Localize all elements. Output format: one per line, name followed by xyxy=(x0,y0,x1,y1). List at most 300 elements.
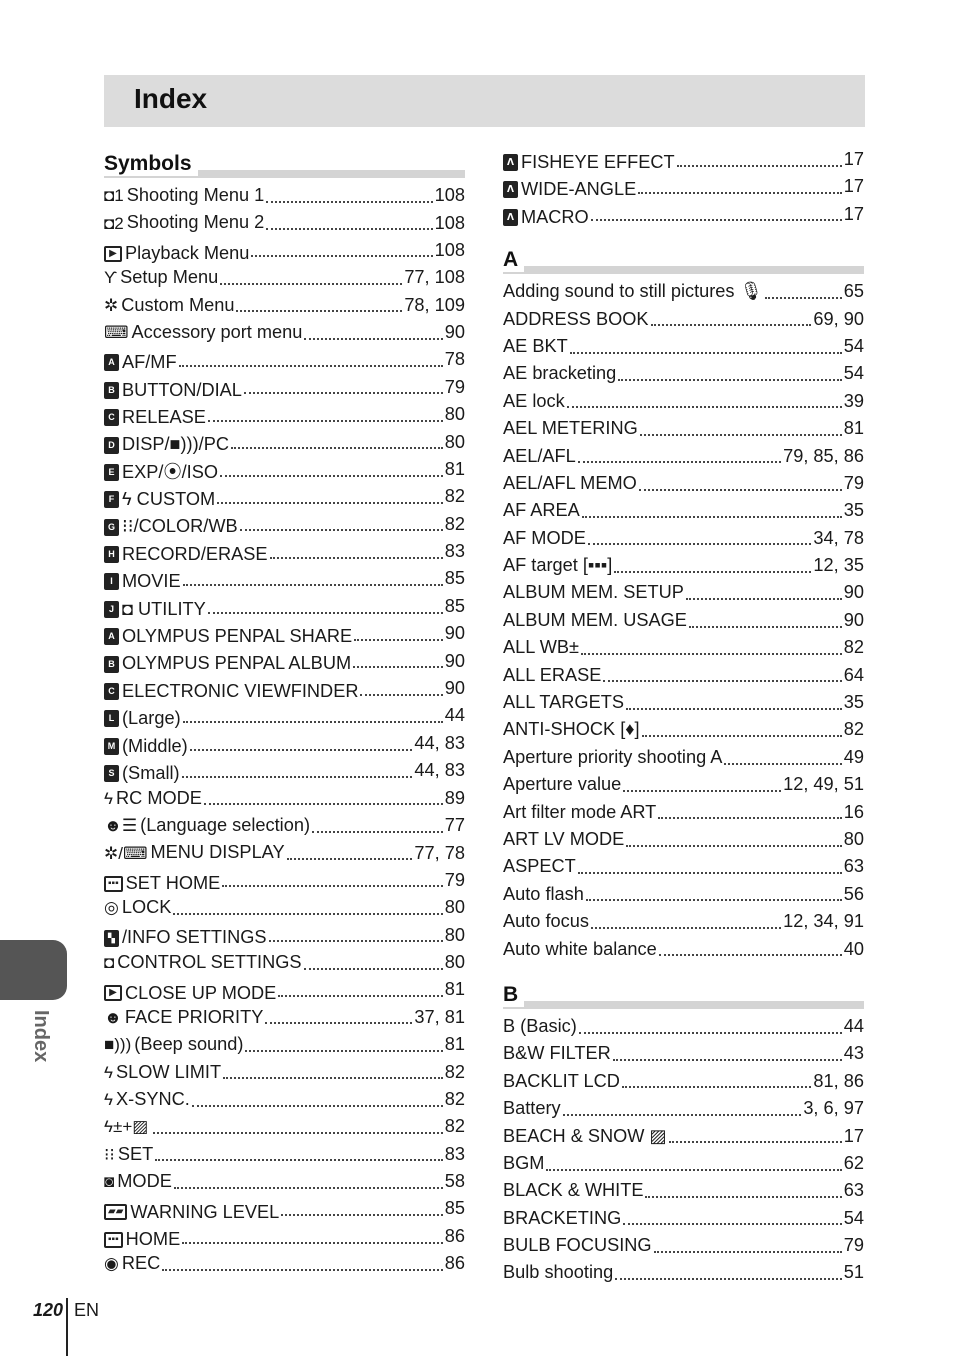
index-entry-page: 44, 83 xyxy=(414,732,465,753)
index-entry-term xyxy=(104,949,302,976)
index-entry-page: 86 xyxy=(444,1253,465,1274)
custom-gear-icon: ✲ xyxy=(104,295,119,315)
art-filter-icon: ᐱ xyxy=(503,154,518,171)
index-entry-term xyxy=(104,894,171,921)
index-entry-label: B (Basic) xyxy=(503,1015,577,1036)
index-entry-term xyxy=(104,1004,263,1031)
index-entry-term xyxy=(104,785,202,812)
dot-leader xyxy=(244,392,443,394)
index-entry xyxy=(104,1141,465,1168)
index-entry-label: Battery xyxy=(503,1098,561,1119)
index-entry-label: BRACKETING xyxy=(503,1207,622,1228)
index-entry-label: ANTI-SHOCK [♦] xyxy=(503,719,640,740)
index-entry-term xyxy=(503,936,657,963)
index-entry-page: 12, 49, 51 xyxy=(783,774,864,795)
dot-leader xyxy=(162,1269,443,1271)
dot-leader xyxy=(654,1251,842,1253)
index-entry-page: 90 xyxy=(444,650,465,671)
index-entry-page: 85 xyxy=(444,1198,465,1219)
index-entry-page: 79, 85, 86 xyxy=(783,445,864,466)
wrench-icon: ϒ xyxy=(104,268,118,288)
index-entry-label: AEL/AFL MEMO xyxy=(503,472,637,493)
dot-leader xyxy=(626,708,842,710)
index-entry xyxy=(104,264,465,291)
flash-comp-icon: ϟ±+▨ xyxy=(104,1117,149,1137)
index-entry-term xyxy=(104,1199,279,1226)
index-entry xyxy=(104,511,465,538)
index-entry xyxy=(503,552,864,579)
index-entry-label: MOVIE xyxy=(122,571,181,592)
index-entry-label: WIDE-ANGLE xyxy=(521,179,637,200)
index-entry-page: 80 xyxy=(444,404,465,425)
dot-leader xyxy=(591,927,781,929)
home-bracket-icon: ▪▪▪ xyxy=(104,876,123,892)
dot-leader xyxy=(567,406,842,408)
dot-leader xyxy=(640,434,842,436)
index-entry-label: Aperture priority shooting A xyxy=(503,746,723,767)
index-entry-label: ALL TARGETS xyxy=(503,692,624,713)
index-entry-page: 83 xyxy=(444,1143,465,1164)
index-entry xyxy=(503,689,864,716)
index-entry-label: MODE xyxy=(117,1171,172,1192)
dot-leader xyxy=(354,639,443,641)
dot-leader xyxy=(312,831,443,833)
index-entry-page: 77 xyxy=(444,815,465,836)
index-entry-term xyxy=(104,812,310,839)
index-entry-page: 82 xyxy=(843,719,864,740)
index-entry-page: 77, 108 xyxy=(404,267,465,288)
index-entry-term xyxy=(503,826,624,853)
index-entry xyxy=(503,716,864,743)
accessory-c-icon: C xyxy=(104,683,119,700)
index-entry-page: 82 xyxy=(444,1061,465,1082)
index-entry xyxy=(104,456,465,483)
quality-icon: ⁝⁝ xyxy=(104,1144,115,1164)
index-entry-label: REC xyxy=(121,1253,161,1274)
section-title: Symbols xyxy=(104,152,198,176)
index-entry-page: 16 xyxy=(843,801,864,822)
index-entry-page: 81 xyxy=(444,979,465,1000)
index-entry xyxy=(104,1031,465,1058)
index-entry-page: 40 xyxy=(843,938,864,959)
index-entry-term xyxy=(104,596,206,623)
index-entry-term xyxy=(104,513,238,540)
index-entry-page: 17 xyxy=(843,1125,864,1146)
footer-divider xyxy=(66,1298,68,1356)
index-entry-term xyxy=(503,771,621,798)
index-entry xyxy=(104,949,465,976)
index-entry-page: 80 xyxy=(444,431,465,452)
index-entry xyxy=(104,785,465,812)
dot-leader xyxy=(179,365,443,367)
index-entry-term xyxy=(503,497,580,524)
index-entry-label: MACRO xyxy=(521,206,589,227)
index-entry xyxy=(503,470,864,497)
dot-leader xyxy=(266,228,432,230)
dot-leader xyxy=(182,1242,443,1244)
index-entry-term xyxy=(104,1059,221,1086)
index-entry-label: BACKLIT LCD xyxy=(503,1070,620,1091)
playback-icon: ▶ xyxy=(104,985,122,1001)
battery-icon: ▰▰ xyxy=(104,1204,127,1220)
dot-leader xyxy=(173,913,442,915)
index-entry-label: ALL ERASE xyxy=(503,664,602,685)
index-entry-page: 17 xyxy=(843,176,864,197)
index-entry xyxy=(104,292,465,319)
index-entry xyxy=(503,881,864,908)
index-entry-page: 85 xyxy=(444,595,465,616)
index-entry xyxy=(503,146,864,173)
index-entry-page: 81 xyxy=(444,1034,465,1055)
index-entry-page: 64 xyxy=(843,664,864,685)
index-entry-page: 81, 86 xyxy=(813,1070,864,1091)
index-entry-page: 54 xyxy=(843,1207,864,1228)
index-entry-term xyxy=(503,853,576,880)
index-entry-page: 82 xyxy=(444,513,465,534)
dot-leader xyxy=(192,1105,443,1107)
custom-g-icon: G xyxy=(104,519,119,536)
index-entry-label: HOME xyxy=(125,1229,181,1250)
index-entry-page: 17 xyxy=(843,149,864,169)
dot-leader xyxy=(245,1050,442,1052)
index-entry-page: 77, 78 xyxy=(414,842,465,863)
dot-leader xyxy=(353,666,443,668)
index-entry-page: 69, 90 xyxy=(813,308,864,329)
index-entry xyxy=(503,388,864,415)
index-entry-label: ALBUM MEM. USAGE xyxy=(503,609,687,630)
dot-leader xyxy=(251,255,432,257)
index-entry-label: Shooting Menu 1 xyxy=(126,185,265,205)
index-entry-label: ALBUM MEM. SETUP xyxy=(503,582,684,603)
index-entry-term xyxy=(503,744,722,771)
index-entry-term xyxy=(503,470,637,497)
index-entry-term xyxy=(503,415,638,442)
accessory-a-icon: A xyxy=(104,628,119,645)
index-entry xyxy=(503,1259,864,1286)
index-entry-label: CLOSE UP MODE xyxy=(125,982,277,1003)
index-entry-term xyxy=(104,705,181,732)
index-entry-term xyxy=(104,182,264,209)
index-entry xyxy=(104,1059,465,1086)
index-entry-term xyxy=(503,881,584,908)
dot-leader xyxy=(183,721,443,723)
index-entry-page: 79 xyxy=(843,1235,864,1256)
dot-leader xyxy=(190,749,413,751)
index-entry-term xyxy=(104,349,177,376)
index-entry xyxy=(503,1123,864,1150)
index-entry-page: 79 xyxy=(444,376,465,397)
art-filter-icon: ᐱ xyxy=(503,209,518,226)
index-entry-term xyxy=(104,623,352,650)
a-entry-list xyxy=(503,278,864,963)
index-entry-term xyxy=(104,839,285,866)
index-entry-label: ⁝⁝/COLOR/WB xyxy=(122,516,238,537)
index-entry-page: 62 xyxy=(843,1152,864,1173)
index-entry xyxy=(503,853,864,880)
index-title-band xyxy=(104,75,865,127)
index-entry-label: B&W FILTER xyxy=(503,1043,611,1064)
index-entry xyxy=(503,1205,864,1232)
home-bracket-icon: ▪▪▪ xyxy=(104,1232,123,1248)
index-entry-page: 44, 83 xyxy=(414,760,465,781)
custom-i-icon: I xyxy=(104,573,119,590)
index-entry-term xyxy=(104,377,242,404)
b-entry-list xyxy=(503,1013,864,1287)
index-entry-term xyxy=(503,333,568,360)
index-entry-label: SET HOME xyxy=(125,873,221,894)
accessory-b-icon: B xyxy=(104,656,119,673)
index-column-right xyxy=(503,146,864,1287)
index-entry-term xyxy=(104,209,264,236)
index-entry-page: 90 xyxy=(444,623,465,644)
dot-leader xyxy=(586,899,842,901)
dot-leader xyxy=(222,885,442,887)
dot-leader xyxy=(220,475,443,477)
custom-b-icon: B xyxy=(104,382,119,399)
index-entry-label: RELEASE xyxy=(122,406,206,427)
index-entry-page: 58 xyxy=(444,1171,465,1192)
dot-leader xyxy=(658,817,841,819)
dot-leader xyxy=(588,543,812,545)
dot-leader xyxy=(618,379,842,381)
index-entry-label: OLYMPUS PENPAL SHARE xyxy=(122,626,353,647)
index-entry-label: BGM xyxy=(503,1152,545,1173)
section-title: B xyxy=(503,983,524,1007)
index-entry-page: 82 xyxy=(444,1089,465,1110)
index-entry-term xyxy=(503,388,565,415)
index-entry-page: 80 xyxy=(444,952,465,973)
index-entry xyxy=(104,976,465,1003)
size-small-icon: S xyxy=(104,765,119,782)
index-entry-label: SLOW LIMIT xyxy=(116,1061,222,1082)
chapter-tab-label: Index xyxy=(30,1010,52,1063)
dot-leader xyxy=(613,1059,842,1061)
dot-leader xyxy=(591,219,842,221)
custom-j-icon: J xyxy=(104,601,119,618)
index-entry-page: 81 xyxy=(843,418,864,439)
language-icon: ☻☰ xyxy=(104,816,138,836)
section-rule xyxy=(503,1001,864,1009)
index-entry-page: 80 xyxy=(843,828,864,849)
movie-icon: ◙ xyxy=(104,1172,115,1192)
index-entry-page: 108 xyxy=(434,212,465,233)
rec-icon: ◉ xyxy=(104,1254,119,1274)
dot-leader xyxy=(269,940,443,942)
index-entry xyxy=(503,497,864,524)
dot-leader xyxy=(217,502,443,504)
index-entry-page: 79 xyxy=(444,869,465,890)
dot-leader xyxy=(183,584,443,586)
index-entry xyxy=(503,936,864,963)
index-entry xyxy=(104,675,465,702)
index-entry-label: ELECTRONIC VIEWFINDER xyxy=(122,680,359,701)
index-entry-term xyxy=(503,908,589,935)
index-entry-label: AE lock xyxy=(503,390,565,411)
dot-leader xyxy=(622,1086,812,1088)
index-entry xyxy=(503,278,864,305)
index-entry-term xyxy=(503,278,763,305)
index-entry xyxy=(104,702,465,729)
index-entry-term xyxy=(503,607,687,634)
dot-leader xyxy=(546,1169,841,1171)
index-entry-term xyxy=(503,1150,544,1177)
index-entry-label: Auto flash xyxy=(503,883,584,904)
index-entry-label: AF MODE xyxy=(503,527,586,548)
dot-leader xyxy=(686,598,842,600)
section-heading-symbols xyxy=(104,146,465,178)
index-entry-label: (Middle) xyxy=(122,735,188,756)
menu-display-icon: ✲/⌨ xyxy=(104,843,148,863)
dot-leader xyxy=(304,338,442,340)
index-entry-term xyxy=(503,1068,620,1095)
index-entry-label: AF target [▪▪▪] xyxy=(503,555,613,576)
index-entry-page: 90 xyxy=(843,609,864,630)
index-entry-page: 39 xyxy=(843,390,864,411)
index-entry-page: 108 xyxy=(434,185,465,206)
custom-h-icon: H xyxy=(104,546,119,563)
dot-leader xyxy=(281,1214,442,1216)
index-entry-label: RC MODE xyxy=(116,787,202,808)
index-entry-page: 89 xyxy=(444,787,465,808)
index-entry-term xyxy=(104,486,215,513)
index-entry-term xyxy=(104,1168,172,1195)
index-entry xyxy=(503,306,864,333)
index-entry xyxy=(104,757,465,784)
index-entry xyxy=(104,1113,465,1140)
dot-leader xyxy=(265,1022,412,1024)
index-entry-page: 63 xyxy=(843,1180,864,1201)
index-entry-term xyxy=(503,634,579,661)
index-entry xyxy=(104,730,465,757)
index-entry-page: 37, 81 xyxy=(414,1006,465,1027)
index-entry-term xyxy=(104,924,267,951)
index-entry xyxy=(503,579,864,606)
dot-leader xyxy=(669,1141,842,1143)
index-entry-label: AE BKT xyxy=(503,335,568,356)
index-entry-page: 3, 6, 97 xyxy=(803,1098,864,1119)
index-entry xyxy=(104,209,465,236)
index-entry xyxy=(503,1068,864,1095)
index-entry-term xyxy=(104,541,268,568)
index-entry xyxy=(104,182,465,209)
index-entry-term xyxy=(503,716,640,743)
dot-leader xyxy=(615,1278,842,1280)
index-entry-term xyxy=(104,1118,151,1135)
index-entry-label: ALL WB± xyxy=(503,637,580,658)
index-entry-label: SET xyxy=(117,1143,154,1164)
dot-leader xyxy=(603,680,841,682)
index-entry-label: (Language selection) xyxy=(140,814,311,835)
index-entry-label: AEL METERING xyxy=(503,418,638,439)
index-entry-label: RECORD/ERASE xyxy=(122,543,268,564)
index-entry-term xyxy=(104,459,218,486)
art-filter-icon: ᐱ xyxy=(503,181,518,198)
dot-leader xyxy=(208,420,443,422)
index-entry-label: Playback Menu xyxy=(125,243,250,264)
flash-icon: ϟ xyxy=(104,1062,113,1082)
index-entry xyxy=(503,443,864,470)
index-entry-label: Aperture value xyxy=(503,774,622,795)
index-entry-page: 80 xyxy=(444,924,465,945)
dot-leader xyxy=(236,310,402,312)
index-entry xyxy=(104,1195,465,1222)
dot-leader xyxy=(240,529,443,531)
index-entry-page: 90 xyxy=(444,678,465,699)
dot-leader xyxy=(581,653,842,655)
dot-leader xyxy=(360,694,442,696)
index-entry xyxy=(104,483,465,510)
index-entry xyxy=(503,662,864,689)
index-entry-term xyxy=(104,568,181,595)
index-entry-page: 44 xyxy=(444,705,465,726)
index-entry xyxy=(104,593,465,620)
index-entry-term xyxy=(104,431,229,458)
index-entry xyxy=(503,771,864,798)
index-entry-label: BEACH & SNOW ▨ xyxy=(503,1125,667,1146)
index-entry-page: 78, 109 xyxy=(404,294,465,315)
index-entry xyxy=(503,744,864,771)
index-entry xyxy=(503,1232,864,1259)
index-entry-term xyxy=(104,760,180,787)
index-entry-label: Setup Menu xyxy=(120,267,219,288)
index-entry-label: ϟ CUSTOM xyxy=(122,489,216,510)
dot-leader xyxy=(287,858,413,860)
dot-leader xyxy=(689,626,842,628)
index-entry-term xyxy=(503,552,612,579)
language-code: EN xyxy=(74,1300,100,1320)
index-entry-label: FISHEYE EFFECT xyxy=(521,151,675,172)
dot-leader xyxy=(638,192,842,194)
index-entry-label: (Beep sound) xyxy=(134,1034,244,1055)
index-entry xyxy=(503,201,864,228)
index-entry-term xyxy=(104,1141,153,1168)
index-entry-term xyxy=(104,1031,243,1058)
index-entry-term xyxy=(503,360,616,387)
index-entry-term xyxy=(503,662,601,689)
index-entry xyxy=(104,1086,465,1113)
index-entry xyxy=(104,1004,465,1031)
dot-leader xyxy=(174,1187,443,1189)
dot-leader xyxy=(278,995,443,997)
index-entry xyxy=(104,429,465,456)
lock-dial-icon: ◎ xyxy=(104,898,119,918)
index-entry-label: DISP/■)))/PC xyxy=(122,434,229,455)
index-entry-page: 54 xyxy=(843,363,864,384)
accessory-port-icon: ⌨ xyxy=(104,323,129,343)
page-title: Index xyxy=(134,83,208,114)
dot-leader xyxy=(304,968,443,970)
index-entry-term xyxy=(104,319,302,346)
index-entry-page: 34, 78 xyxy=(813,527,864,548)
page-number: 120 xyxy=(33,1300,64,1320)
index-entry-term xyxy=(503,525,586,552)
size-middle-icon: M xyxy=(104,738,119,755)
index-entry-page: 82 xyxy=(444,1116,465,1137)
dot-leader xyxy=(582,516,842,518)
index-entry-label: Adding sound to still pictures 🎙 xyxy=(503,281,763,302)
size-large-icon: L xyxy=(104,710,119,727)
index-entry xyxy=(503,799,864,826)
index-entry-label: X-SYNC. xyxy=(116,1088,190,1109)
playback-icon: ▶ xyxy=(104,246,122,262)
index-entry-page: 54 xyxy=(843,335,864,356)
index-entry-term xyxy=(503,799,656,826)
index-entry-label: Accessory port menu xyxy=(131,321,303,342)
index-entry-term xyxy=(104,733,188,760)
dot-leader xyxy=(270,557,443,559)
dot-leader xyxy=(570,352,842,354)
dot-leader xyxy=(155,1159,443,1161)
